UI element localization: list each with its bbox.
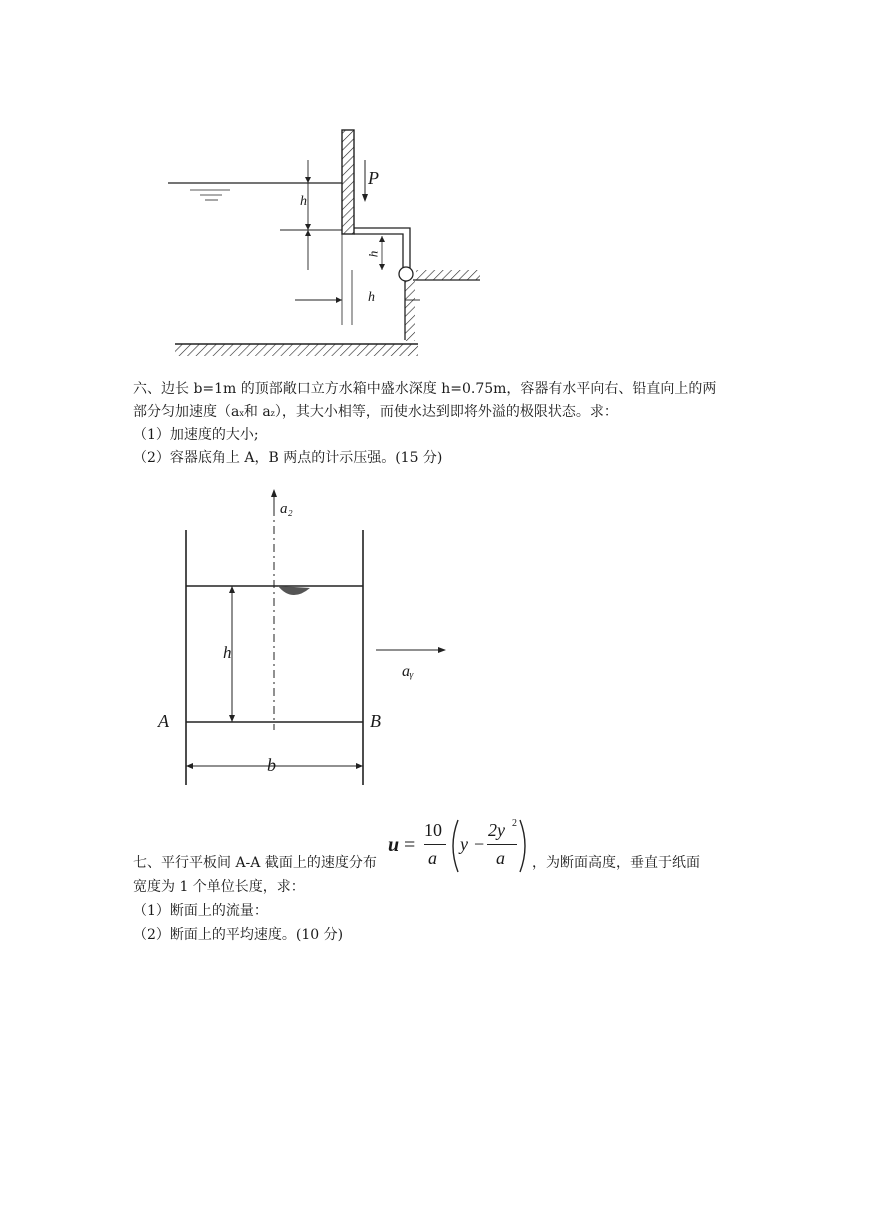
problem-6-line1: 六、边长 b=1m 的顶部敞口立方水箱中盛水深度 h=0.75m，容器有水平向右、铅直向上的两	[133, 381, 717, 397]
formula-fraction-bar-2	[487, 844, 517, 845]
velocity-formula	[388, 818, 533, 874]
formula-2y: 2y	[488, 820, 505, 840]
formula-u: u	[388, 834, 400, 856]
label-ay: aᵧ	[402, 663, 414, 680]
problem-6-q2: （2）容器底角上 A，B 两点的计示压强。(15 分)	[133, 450, 443, 466]
problem-7-q2: （2）断面上的平均速度。(10 分)	[133, 927, 344, 943]
label-h-upper: h	[300, 194, 307, 209]
formula-left-paren	[448, 818, 460, 874]
formula-minus: −	[474, 834, 485, 854]
formula-eq: =	[404, 834, 416, 856]
tank-diagram-svg	[150, 485, 460, 790]
problem-7-q1: （1）断面上的流量：	[133, 903, 268, 919]
problem-6-q1: （1）加速度的大小;	[133, 427, 259, 443]
label-az: a₂	[280, 501, 293, 517]
p6-line2-mid: 和 a	[243, 404, 271, 420]
problem-6-line2	[133, 402, 618, 424]
label-b: b	[267, 755, 276, 775]
label-tank-h: h	[223, 643, 232, 662]
valve-circle	[399, 267, 413, 281]
p6-line2-pre: 部分匀加速度（a	[133, 404, 240, 420]
label-A: A	[158, 711, 169, 731]
p6-line2-post: ），其大小相等，而使水达到即将外溢的极限状态。求：	[274, 404, 618, 420]
problem-7-line1-pre: 七、平行平板间 A-A 截面上的速度分布	[133, 855, 377, 871]
formula-sup: 2	[512, 818, 517, 829]
p6-sub-x: x	[239, 409, 244, 418]
formula-right-paren	[518, 818, 530, 874]
label-h-pipe: h	[365, 250, 381, 258]
p6-sub-z: z	[270, 409, 275, 418]
formula-y: y	[460, 834, 468, 854]
problem-7-line1-post: ，为断面高度，垂直于纸面	[532, 855, 700, 871]
label-B: B	[370, 711, 381, 731]
gate-plate	[342, 130, 354, 234]
formula-den: a	[428, 848, 437, 868]
formula-num: 10	[424, 820, 442, 840]
problem-7-line2: 宽度为 1 个单位长度，求：	[133, 879, 305, 895]
formula-den2: a	[496, 848, 505, 868]
label-P: P	[368, 168, 379, 188]
formula-fraction-bar	[424, 844, 446, 845]
gate-diagram-svg	[160, 120, 490, 365]
figure-gate-diagram	[160, 120, 490, 365]
label-h-lower: h	[368, 290, 375, 305]
figure-tank-diagram	[150, 485, 460, 790]
